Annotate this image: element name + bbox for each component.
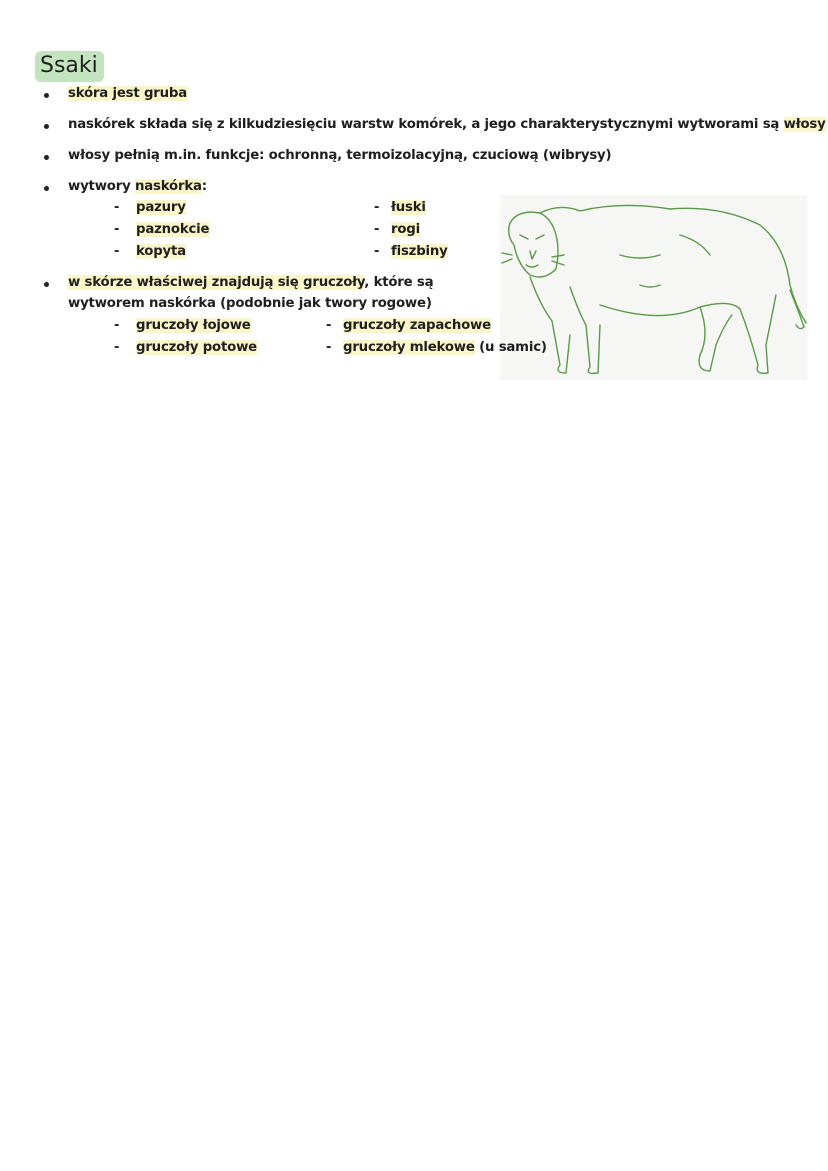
text: wytwory: [68, 179, 135, 194]
highlight-text: naskórka: [134, 179, 202, 194]
highlight-text: pazury: [136, 200, 186, 215]
dash: -: [326, 340, 332, 355]
dash: -: [114, 340, 120, 355]
bullet-dot: [44, 93, 49, 98]
sub-item: [136, 243, 186, 261]
bullet-5-line-2: wytworem naskórka (podobnie jak twory rogowe): [68, 296, 432, 311]
text: :: [201, 179, 207, 194]
highlight-text: rogi: [391, 222, 420, 237]
sub-item: [136, 317, 251, 335]
bullet-1: [68, 85, 187, 103]
bullet-dot: [44, 186, 49, 191]
page-title: Ssaki: [35, 51, 104, 82]
dash: -: [114, 222, 120, 237]
sub-item: [343, 317, 491, 335]
highlight-text: łuski: [391, 200, 426, 215]
highlight-text: włosy: [783, 117, 826, 132]
highlight-text: gruczoły potowe: [136, 340, 257, 355]
sub-item: [136, 221, 209, 239]
text: włosy pełnią m.in. funkcje: ochronną, termoizolacyjną, czuciową (wibrysy): [68, 148, 612, 163]
bullet-4: [68, 178, 207, 196]
sub-item: [391, 243, 448, 261]
sub-item: [343, 339, 547, 357]
dash: -: [114, 244, 120, 259]
highlight-text: skóra jest gruba: [68, 86, 188, 101]
dash: -: [374, 222, 380, 237]
text: naskórek składa się z kilkudziesięciu warstw komórek, a jego charakterystycznymi wytworami są: [68, 117, 784, 132]
highlight-text: fiszbiny: [391, 244, 448, 259]
text: (u samic): [474, 340, 547, 355]
highlight-text: gruczoły zapachowe: [343, 318, 491, 333]
dash: -: [374, 244, 380, 259]
bullet-dot: [44, 282, 49, 287]
highlight-text: w skórze właściwej znajdują się gruczoły: [68, 275, 365, 290]
bullet-5: [68, 274, 433, 292]
bullet-2: [68, 116, 826, 134]
bullet-dot: [44, 124, 49, 129]
sub-item: [391, 221, 420, 239]
dash: -: [326, 318, 332, 333]
highlight-text: gruczoły łojowe: [136, 318, 251, 333]
dash: -: [374, 200, 380, 215]
bullet-3: [68, 147, 611, 165]
sub-item: [136, 199, 186, 217]
sub-item: [136, 339, 257, 357]
text: , które są: [364, 275, 434, 290]
highlight-text: paznokcie: [136, 222, 210, 237]
dash: -: [114, 318, 120, 333]
sub-item: [391, 199, 426, 217]
dash: -: [114, 200, 120, 215]
highlight-text: gruczoły mlekowe: [343, 340, 475, 355]
highlight-text: kopyta: [136, 244, 186, 259]
bullet-dot: [44, 155, 49, 160]
